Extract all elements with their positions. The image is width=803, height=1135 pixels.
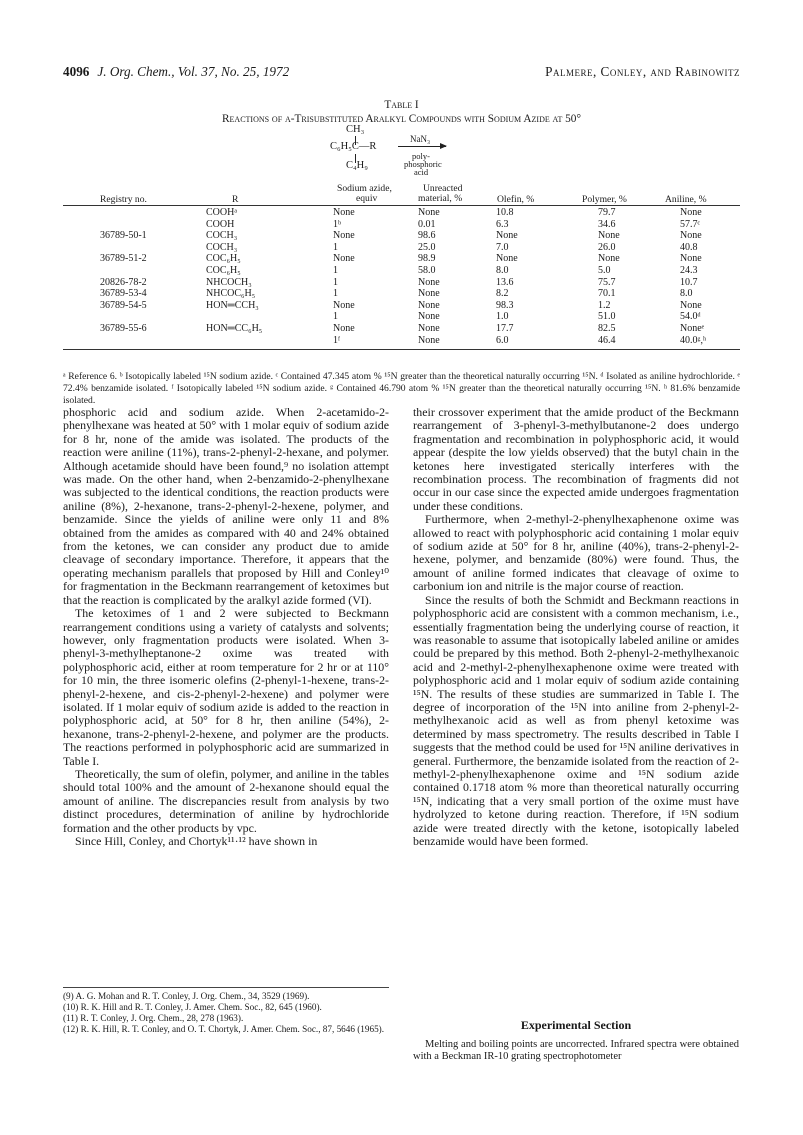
paragraph: Theoretically, the sum of olefin, polymer, and aniline in the tables should total 100% and the amount of 2-hexanone should equal the amount of aniline. The discrepancies result from analysis by two distinct procedures, determination of aniline by hydrochloride formation and the other products by vpc. — [63, 766, 389, 835]
table-cell-po: 75.7 — [598, 276, 616, 288]
table-row — [63, 288, 740, 300]
table-cell-eq: 1ᶠ — [333, 334, 341, 346]
table-body — [63, 207, 740, 346]
table-cell-ol: None — [496, 253, 518, 265]
scheme-reagent: NaN₃ — [410, 134, 431, 144]
table-cell-reg: 20826-78-2 — [100, 276, 147, 288]
table-bottom-rule — [63, 349, 740, 350]
table-cell-un: 58.0 — [418, 264, 436, 276]
table-cell-eq: 1 — [333, 264, 338, 276]
col-head-r: R — [232, 194, 239, 205]
table-cell-un: None — [418, 311, 440, 323]
table-row — [63, 300, 740, 312]
reaction-scheme — [330, 124, 480, 188]
table-cell-eq: 1ᵇ — [333, 218, 342, 230]
table-cell-un: None — [418, 288, 440, 300]
table-cell-r: HON═CC₆H₅ — [206, 322, 263, 334]
table-cell-po: 34.6 — [598, 218, 616, 230]
table-cell-an: Noneᵉ — [680, 322, 705, 334]
table-number: Table I — [384, 99, 419, 111]
table-cell-un: None — [418, 276, 440, 288]
table-cell-an: 24.3 — [680, 264, 698, 276]
table-cell-r: HON═CCH₃ — [206, 299, 259, 311]
scheme-catalyst-2: phosphoric — [404, 159, 442, 169]
table-cell-r: COOHᵃ — [206, 207, 238, 218]
reference-item: (12) R. K. Hill, R. T. Conley, and O. T. Chortyk, J. Amer. Chem. Soc., 87, 5646 (1965). — [63, 1024, 385, 1034]
table-cell-ol: 98.3 — [496, 299, 514, 311]
table-cell-an: 40.8 — [680, 241, 698, 253]
table-cell-r: COC₆H₅ — [206, 253, 241, 265]
left-column — [63, 406, 389, 848]
references — [63, 987, 389, 1035]
table-cell-eq: 1 — [333, 276, 338, 288]
table-cell-an: None — [680, 230, 702, 242]
table-cell-un: None — [418, 334, 440, 346]
table-cell-eq: None — [333, 299, 355, 311]
paragraph: Since Hill, Conley, and Chortyk¹¹·¹² have shown in — [75, 834, 318, 848]
col-head-equiv-1: Sodium azide, — [337, 183, 392, 194]
table-cell-ol: 10.8 — [496, 207, 514, 218]
table-cell-r: COCH₃ — [206, 241, 238, 253]
table-cell-ol: 1.0 — [496, 311, 509, 323]
page-number: 4096 — [63, 64, 90, 79]
right-column — [413, 406, 739, 848]
running-header — [63, 64, 740, 80]
reference-item: (9) A. G. Mohan and R. T. Conley, J. Org. Chem., 34, 3529 (1969). — [63, 991, 310, 1001]
table-cell-po: 70.1 — [598, 288, 616, 300]
paragraph: Since the results of both the Schmidt and Beckmann reactions in polyphosphoric acid are consistent with a common mechanism, i.e., essentially fragmentation being the underlying course of reaction, it was reasonable to assume that isotopically labeled aniline or amides could be prepared by this method. Both 2-phenyl-2-methylhexanoic acid and 2-methyl-2-phenylhexaphenone oxime were treated with polyphosphoric acid and 1 molar equiv of sodium azide containing ¹⁵N. The results of these studies are summarized in Table I. The degree of incorporation of the ¹⁵N into aniline from 2-phenyl-2-methylhexanoic acid as well as from phenyl ketoxime was determined by mass spectrometry. The results described in Table I suggests that the method could be used for ¹⁵N aniline derivatives in general. Furthermore, the benzamide isolated from the reaction of 2-methyl-2-phenylhexaphenone oxime and ¹⁵N sodium azide contained 0.1718 atom % more than theoretical naturally occurring ¹⁵N, indicating that a very small portion of the oxime must have hydrolyzed to ketone during reaction. Therefore, if ¹⁵N sodium azide were treated directly with the ketone, isotopically labeled benzamide would have been formed. — [413, 592, 739, 848]
table-row — [63, 335, 740, 347]
table-cell-po: 46.4 — [598, 334, 616, 346]
paragraph: The ketoximes of 1 and 2 were subjected to Beckmann rearrangement conditions using a variety of catalysts and solvents; however, only fragmentation products were isolated. When 3-phenyl-3-methylheptanone-2 oxime was treated with polyphosphoric acid, either at room temperature for 2 hr or at 110° for 10 min, the three isomeric olefins (2-phenyl-1-hexene, trans-2-phenyl-2-hexene, and cis-2-phenyl-2-hexene) and polymer were isolated. If 1 molar equiv of sodium azide is added to the reaction in polyphosphoric acid, at 50° for 8 hr, then aniline (54%), 2-hexanone, trans-2-phenyl-2-hexene, and polymer are the products. The reactions performed in polyphosphoric acid are summarized in Table I. — [63, 606, 389, 768]
table-row — [63, 311, 740, 323]
table-row — [63, 219, 740, 231]
table-cell-an: None — [680, 207, 702, 218]
table-cell-r: NHCOCH₃ — [206, 276, 252, 288]
table-cell-r: COCH₃ — [206, 230, 238, 242]
table-cell-an: 57.7ᶜ — [680, 218, 701, 230]
table-cell-po: 1.2 — [598, 299, 611, 311]
table-cell-reg: 36789-50-1 — [100, 230, 147, 242]
table-cell-ol: 7.0 — [496, 241, 509, 253]
col-head-unreacted-1: Unreacted — [423, 183, 463, 194]
table-row — [63, 265, 740, 277]
table-cell-r: COC₆H₅ — [206, 264, 241, 276]
table-cell-an: 8.0 — [680, 288, 693, 300]
table-cell-ol: 17.7 — [496, 322, 514, 334]
table-row — [63, 253, 740, 265]
experimental-heading: Experimental Section — [520, 1018, 632, 1032]
experimental-text: Melting and boiling points are uncorrected. Infrared spectra were obtained with a Beckman IR-10 grating spectrophotometer — [413, 1039, 739, 1062]
table-cell-an: 40.0ᵍ,ʰ — [680, 334, 707, 346]
table-cell-po: 26.0 — [598, 241, 616, 253]
scheme-butyl: C₄H₉ — [346, 160, 368, 171]
table-cell-un: 25.0 — [418, 241, 436, 253]
table-cell-an: 10.7 — [680, 276, 698, 288]
table-cell-eq: 1 — [333, 241, 338, 253]
table-cell-reg: 36789-55-6 — [100, 322, 147, 334]
table-cell-eq: None — [333, 230, 355, 242]
table-cell-un: None — [418, 322, 440, 334]
table-cell-an: 54.0ᵈ — [680, 311, 701, 323]
scheme-catalyst-3: acid — [414, 167, 429, 177]
journal-citation: J. Org. Chem., Vol. 37, No. 25, 1972 — [97, 64, 290, 79]
author-names: Palmere, Conley, and Rabinowitz — [545, 64, 740, 79]
table-cell-po: 82.5 — [598, 322, 616, 334]
table-cell-ol: None — [496, 230, 518, 242]
table-cell-r: NHCOC₆H₅ — [206, 288, 256, 300]
table-row — [63, 323, 740, 335]
table-cell-eq: None — [333, 253, 355, 265]
table-title: Reactions of α-Trisubstituted Aralkyl Compounds with Sodium Azide at 50° — [222, 113, 581, 125]
paragraph: their crossover experiment that the amide product of the Beckmann rearrangement of 3-phenyl-3-methylbutanone-2 does undergo fragmentation and recombination in polyphosphoric acid, it would appear (despite the low yields observed) that the butyl chain in the ketones here investigated sterically interferes with the recombination process. The recombination of fragments did not occur in our case since the expected amide undergoes fragmentation under these conditions. — [413, 405, 739, 513]
header-left — [63, 64, 289, 80]
scheme-substrate: C₆H₅C—R — [330, 141, 377, 152]
table-cell-ol: 6.0 — [496, 334, 509, 346]
table-cell-eq: None — [333, 207, 355, 218]
table-cell-an: None — [680, 299, 702, 311]
table-cell-po: None — [598, 230, 620, 242]
table-cell-ol: 8.0 — [496, 264, 509, 276]
table-row — [63, 277, 740, 289]
col-head-polymer: Polymer, % — [582, 194, 627, 205]
table-cell-un: None — [418, 207, 440, 218]
table-cell-un: 98.9 — [418, 253, 436, 265]
table-cell-ol: 6.3 — [496, 218, 509, 230]
col-head-equiv-2: equiv — [356, 193, 378, 204]
table-row — [63, 207, 740, 219]
scheme-methyl: CH₃ — [346, 124, 365, 135]
table-cell-reg: 36789-51-2 — [100, 253, 147, 265]
scheme-catalyst-1: poly- — [412, 151, 430, 161]
table-cell-ol: 8.2 — [496, 288, 509, 300]
table-cell-eq: None — [333, 322, 355, 334]
table-header-rule — [63, 205, 740, 206]
table-cell-an: None — [680, 253, 702, 265]
col-head-unreacted-2: material, % — [418, 193, 463, 204]
table-cell-reg: 36789-53-4 — [100, 288, 147, 300]
table-cell-un: None — [418, 299, 440, 311]
table-cell-po: 5.0 — [598, 264, 611, 276]
paragraph: Furthermore, when 2-methyl-2-phenylhexaphenone oxime was allowed to react with polyphosphoric acid containing 1 molar equiv of sodium azide at 50° for 8 hr, aniline (40%), trans-2-phenyl-2-hexene, polymer, and benzamide (80%) were found. Thus, the amount of aniline formed indicates that cleavage of oxime to carbonium ion and nitrile is the major course of reaction. — [413, 512, 739, 594]
reaction-arrow — [398, 146, 446, 147]
table-cell-po: 79.7 — [598, 207, 616, 218]
table-row — [63, 242, 740, 254]
table-cell-reg: 36789-54-5 — [100, 299, 147, 311]
reference-item: (10) R. K. Hill and R. T. Conley, J. Amer. Chem. Soc., 82, 645 (1960). — [63, 1002, 322, 1012]
table-cell-r: COOH — [206, 218, 235, 230]
table-row — [63, 230, 740, 242]
table-cell-eq: 1 — [333, 311, 338, 323]
table-cell-po: 51.0 — [598, 311, 616, 323]
table-cell-un: 0.01 — [418, 218, 436, 230]
table-footnotes: ᵃ Reference 6. ᵇ Isotopically labeled ¹⁵N sodium azide. ᶜ Contained 47.345 atom % ¹⁵N greater than the theoretical naturally occurring ¹⁵N. ᵈ Isolated as aniline hydrochloride. ᵉ 72.4% benzamide isolated. ᶠ Isotopically labeled ¹⁵N sodium azide. ᵍ Contained 46.790 atom % ¹⁵N greater than the theoretical naturally occurring ¹⁵N. ʰ 81.6% benzamide isolated. — [63, 371, 740, 406]
paragraph: phosphoric acid and sodium azide. When 2-acetamido-2-phenylhexane was heated at 50° with 1 molar equiv of sodium azide for 8 hr, none of the amide was isolated. The products of the reaction were aniline (11%), trans-2-phenyl-2-hexane, and polymer. Although acetamide should have been found,⁹ no isolation attempt was made. On the other hand, when 2-benzamido-2-phenylhexane was subjected to the identical conditions, the reaction products were aniline (8%), 2-hexanone, trans-2-phenyl-2-hexene, polymer, and benzamide. Since the yields of aniline were only 11 and 8% obtained from the amides as compared with 40 and 24% obtained from the ketones, we can consider any product due to amide cleavage of secondary importance. Therefore, it appears that the operating mechanism parallels that proposed by Hill and Conley¹⁰ for fragmentation in the Beckmann rearrangement of ketoximes but that the reaction is complicated by the aralkyl azide formed (VI). — [63, 405, 389, 607]
table-cell-po: None — [598, 253, 620, 265]
col-head-registry: Registry no. — [100, 194, 147, 205]
table-cell-eq: 1 — [333, 288, 338, 300]
col-head-olefin: Olefin, % — [497, 194, 535, 205]
table-cell-ol: 13.6 — [496, 276, 514, 288]
col-head-aniline: Aniline, % — [665, 194, 707, 205]
reference-item: (11) R. T. Conley, J. Org. Chem., 28, 278 (1963). — [63, 1013, 244, 1023]
table-cell-un: 98.6 — [418, 230, 436, 242]
